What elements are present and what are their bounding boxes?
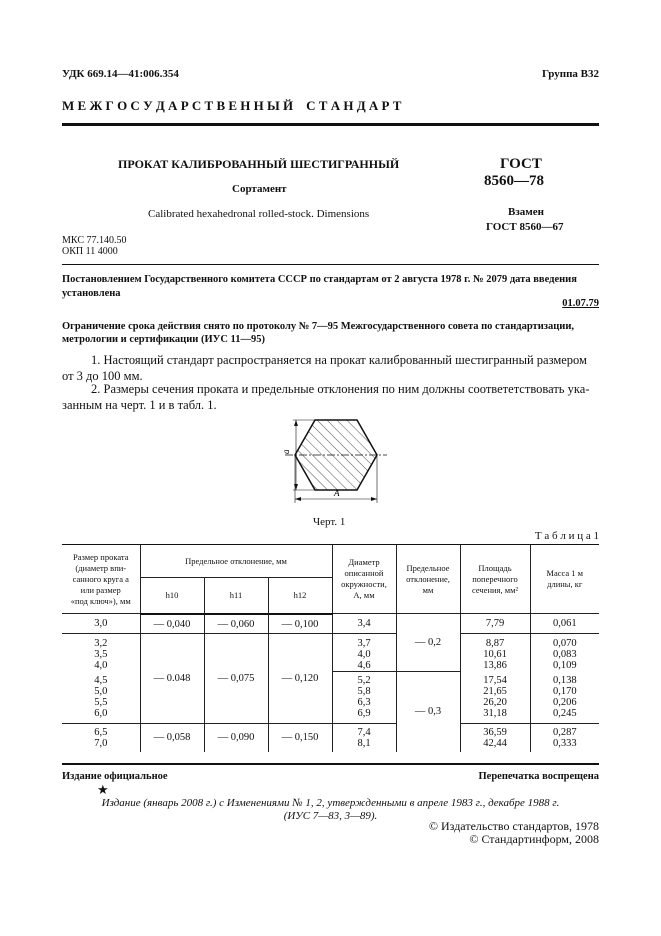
document-title: ПРОКАТ КАЛИБРОВАННЫЙ ШЕСТИГРАННЫЙ [118,157,400,171]
mks-code: МКС 77.140.50 [62,235,127,246]
banner-rule [62,123,599,126]
size-cell: 4,5 5,0 5,5 6,0 [62,672,140,724]
copyright-1978: © Издательство стандартов, 1978 [428,819,599,833]
header-h12: h12 [268,578,332,614]
okp-code: ОКП 11 4000 [62,246,118,257]
arrow-A-right [371,497,377,501]
figure-caption: Черт. 1 [313,516,346,528]
h10-cell: — 0,058 [140,724,204,752]
size-cell: 3,0 [62,614,140,634]
hexagon-section [295,420,377,490]
area-cell: 7,79 [460,614,530,634]
gost-number: 8560—78 [484,173,544,189]
group-code: Группа В32 [541,68,599,80]
header-h10: h10 [140,578,204,614]
limitation-note: Ограничение срока действия снято по протоколу № 7—95 Межгосударственного совета по стандартизации, метрологии и сертификации (ИУС 11—95) [62,321,575,345]
diameter-cell: 7,4 8,1 [332,724,396,752]
area-cell: 8,87 10,61 13,86 [460,634,530,672]
standard-banner: М Е Ж Г О С У Д А Р С Т В Е Н Н Ы Й С Т А Н Д А Р Т [62,98,402,113]
h10-cell: — 0,040 [140,614,204,634]
arrow-A-left [295,497,301,501]
udk-code: УДК 669.14—41:006.354 [62,68,179,80]
diameter-cell: 5,2 5,8 6,3 6,9 [332,672,396,724]
h11-cell: — 0,090 [204,724,268,752]
resolution-text: Постановлением Государственного комитета СССР по стандартам от 2 августа 1978 г. № 2079 дата введения установлена [62,274,577,299]
mass-cell: 0,070 0,083 0,109 [530,634,599,672]
english-title: Calibrated hexahedronal rolled-stock. Dimensions [148,208,370,220]
replaces-value: ГОСТ 8560—67 [486,221,564,233]
area-cell: 36,59 42,44 [460,724,530,752]
dimensions-table [62,544,599,752]
title-rule [62,264,599,265]
limit-cell: — 0,3 [396,672,460,752]
document-subtitle: Сортамент [232,183,287,195]
replaces-label: Взамен [508,206,544,218]
size-cell: 6,5 7,0 [62,724,140,752]
edition-note: Издание (январь 2008 г.) с Изменениями № 1, 2, утвержденными в апреле 1983 г., декабре 1988 г. [101,797,560,809]
arrow-a-top [294,420,298,426]
paragraph-1: 1. Настоящий стандарт распространяется на прокат калиброванный шестигранный размером от 3 до 100 мм. [62,353,587,383]
reprint-notice: Перепечатка воспрещена [478,771,599,782]
label-a: a [281,449,291,454]
table-top-rule [62,544,599,545]
header-area: Площадь поперечного сечения, мм² [460,545,530,614]
size-cell: 3,2 3,5 4,0 [62,634,140,672]
table-row [62,634,599,672]
header-size: Размер проката (диаметр впи- санного круга a или размер «под ключ»), мм [62,545,140,614]
official-edition: Издание официальное [62,771,168,782]
table-row [62,614,599,634]
h10-cell: — 0.048 [140,634,204,724]
paragraph-2: 2. Размеры сечения проката и предельные отклонения по ним должны соответетствовать ука-занным на черт. 1 и в табл. 1. [62,382,590,412]
h12-cell: — 0,120 [268,634,332,724]
h11-cell: — 0,060 [204,614,268,634]
gost-label: ГОСТ [500,156,542,172]
header-limit-deviation: Предельное отклонение, мм [396,545,460,614]
table-caption: Т а б л и ц а 1 [534,530,599,542]
copyright-2008: © Стандартинформ, 2008 [469,832,599,846]
mass-cell: 0,061 [530,614,599,634]
header-mass: Масса 1 м длины, кг [530,545,599,614]
star-mark: ★ [97,782,109,797]
h12-cell: — 0,100 [268,614,332,634]
limit-cell: — 0,2 [396,614,460,672]
ius-note: (ИУС 7—83, 3—89). [283,810,378,822]
h11-cell: — 0,075 [204,634,268,724]
diameter-cell: 3,4 [332,614,396,634]
header-deviation-group: Предельное отклонение, мм [140,545,332,578]
area-cell: 17,54 21,65 26,20 31,18 [460,672,530,724]
header-h11: h11 [204,578,268,614]
header-diameter: Диаметр описанной окружности, А, мм [332,545,396,614]
resolution-date: 01.07.79 [562,298,599,309]
arrow-a-bottom [294,484,298,490]
label-A: A [334,488,340,498]
hexagon-drawing [265,408,395,508]
table-bottom-rule [62,763,599,765]
h12-cell: — 0,150 [268,724,332,752]
table-row [62,724,599,752]
mass-cell: 0,287 0,333 [530,724,599,752]
mass-cell: 0,138 0,170 0,206 0,245 [530,672,599,724]
diameter-cell: 3,7 4,0 4,6 [332,634,396,672]
